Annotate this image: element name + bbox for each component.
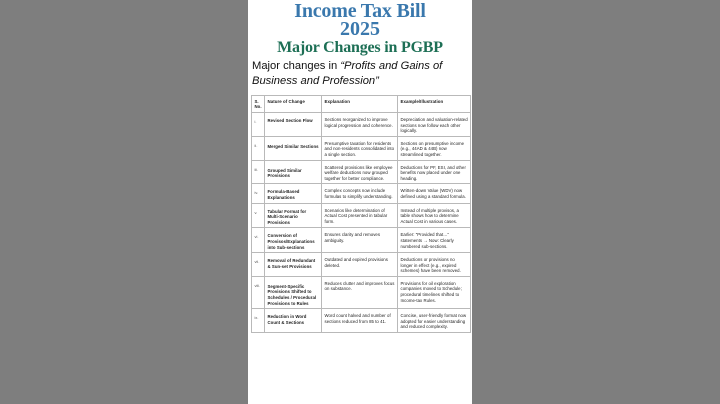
cell-explanation: Sections reorganized to improve logical progression and coherence. [322, 113, 398, 137]
cell-explanation: Outdated and expired provisions deleted. [322, 253, 398, 277]
document-page [248, 0, 472, 404]
cell-nature: Merged Similar Sections [265, 136, 322, 160]
cell-example: Earlier: “Provided that…” statements → Now: Clearly numbered sub-sections. [398, 228, 471, 253]
cell-example: Provisions for oil exploration companies moved to Schedule; procedural timelines shifted to Income-tax Rules. [398, 276, 471, 308]
cell-example: Instead of multiple provisos, a table shows how to determine Actual Cost in various cases. [398, 203, 471, 228]
cell-sno: vi. [252, 228, 265, 253]
cell-sno: ii. [252, 136, 265, 160]
cell-nature: Removal of Redundant & Sun-set Provisions [265, 253, 322, 277]
cell-explanation: Ensures clarity and removes ambiguity. [322, 228, 398, 253]
table-row [252, 203, 471, 228]
document-title-line1: Income Tax Bill [294, 0, 426, 22]
column-header-sno: S. No. [252, 96, 265, 113]
lede-quote: “Profits and Gains of Business and Profession” [252, 60, 443, 87]
document-title-line3: Major Changes in PGBP [277, 39, 443, 56]
cell-nature: Tabular Format for Multi-Scenario Provisions [265, 203, 322, 228]
cell-example: Depreciation and valuation-related sections now follow each other logically. [398, 113, 471, 137]
cell-explanation: Word count halved and number of sections reduced from 85 to 41. [322, 309, 398, 333]
cell-example: Deductions for PF, ESI, and other benefits now placed under one heading. [398, 160, 471, 184]
cell-explanation: Scenarios like determination of Actual Cost presented in tabular form. [322, 203, 398, 228]
document-lede [252, 59, 470, 89]
cell-explanation: Complex concepts now include formulas to simplify understanding. [322, 184, 398, 203]
cell-nature: Revised Section Flow [265, 113, 322, 137]
table-row [252, 160, 471, 184]
cell-nature: Formula-Based Explanations [265, 184, 322, 203]
changes-table-wrapper [251, 95, 471, 333]
column-header-nature: Nature of Change [265, 96, 322, 113]
table-row [252, 228, 471, 253]
table-row [252, 113, 471, 137]
title-block [248, 0, 472, 56]
document-title-line2: 2025 [340, 18, 380, 40]
cell-explanation: Presumptive taxation for residents and non-residents consolidated into a single section. [322, 136, 398, 160]
cell-nature: Grouped Similar Provisions [265, 160, 322, 184]
table-row [252, 253, 471, 277]
cell-nature: Reduction in Word Count & Sections [265, 309, 322, 333]
cell-example: Deductions or provisions no longer in effect (e.g., expired schemes) have been removed. [398, 253, 471, 277]
lede-prefix: Major changes in [252, 60, 341, 72]
column-header-explanation: Explanation [322, 96, 398, 113]
cell-sno: vii. [252, 253, 265, 277]
table-body [252, 113, 471, 333]
changes-table [251, 95, 471, 333]
table-header-row [252, 96, 471, 113]
cell-sno: ix. [252, 309, 265, 333]
table-row [252, 184, 471, 203]
cell-explanation: Scattered provisions like employee welfare deductions now grouped together for better compliance. [322, 160, 398, 184]
cell-sno: iv. [252, 184, 265, 203]
cell-sno: v. [252, 203, 265, 228]
cell-nature: Conversion of Provisos/Explanations into Sub-sections [265, 228, 322, 253]
table-row [252, 309, 471, 333]
cell-explanation: Reduces clutter and improves focus on substance. [322, 276, 398, 308]
cell-example: Concise, user-friendly format now adopted for easier understanding and reduced complexity. [398, 309, 471, 333]
cell-sno: iii. [252, 160, 265, 184]
column-header-example: Example/Illustration [398, 96, 471, 113]
table-head [252, 96, 471, 113]
cell-sno: i. [252, 113, 265, 137]
cell-example: Sections on presumptive income (e.g., 44AD & 44B) now streamlined together. [398, 136, 471, 160]
cell-sno: viii. [252, 276, 265, 308]
cell-nature: Segment-Specific Provisions Shifted to Schedules / Procedural Provisions to Rules [265, 276, 322, 308]
table-row [252, 276, 471, 308]
table-row [252, 136, 471, 160]
cell-example: Written-down Value (WDV) now defined using a standard formula. [398, 184, 471, 203]
